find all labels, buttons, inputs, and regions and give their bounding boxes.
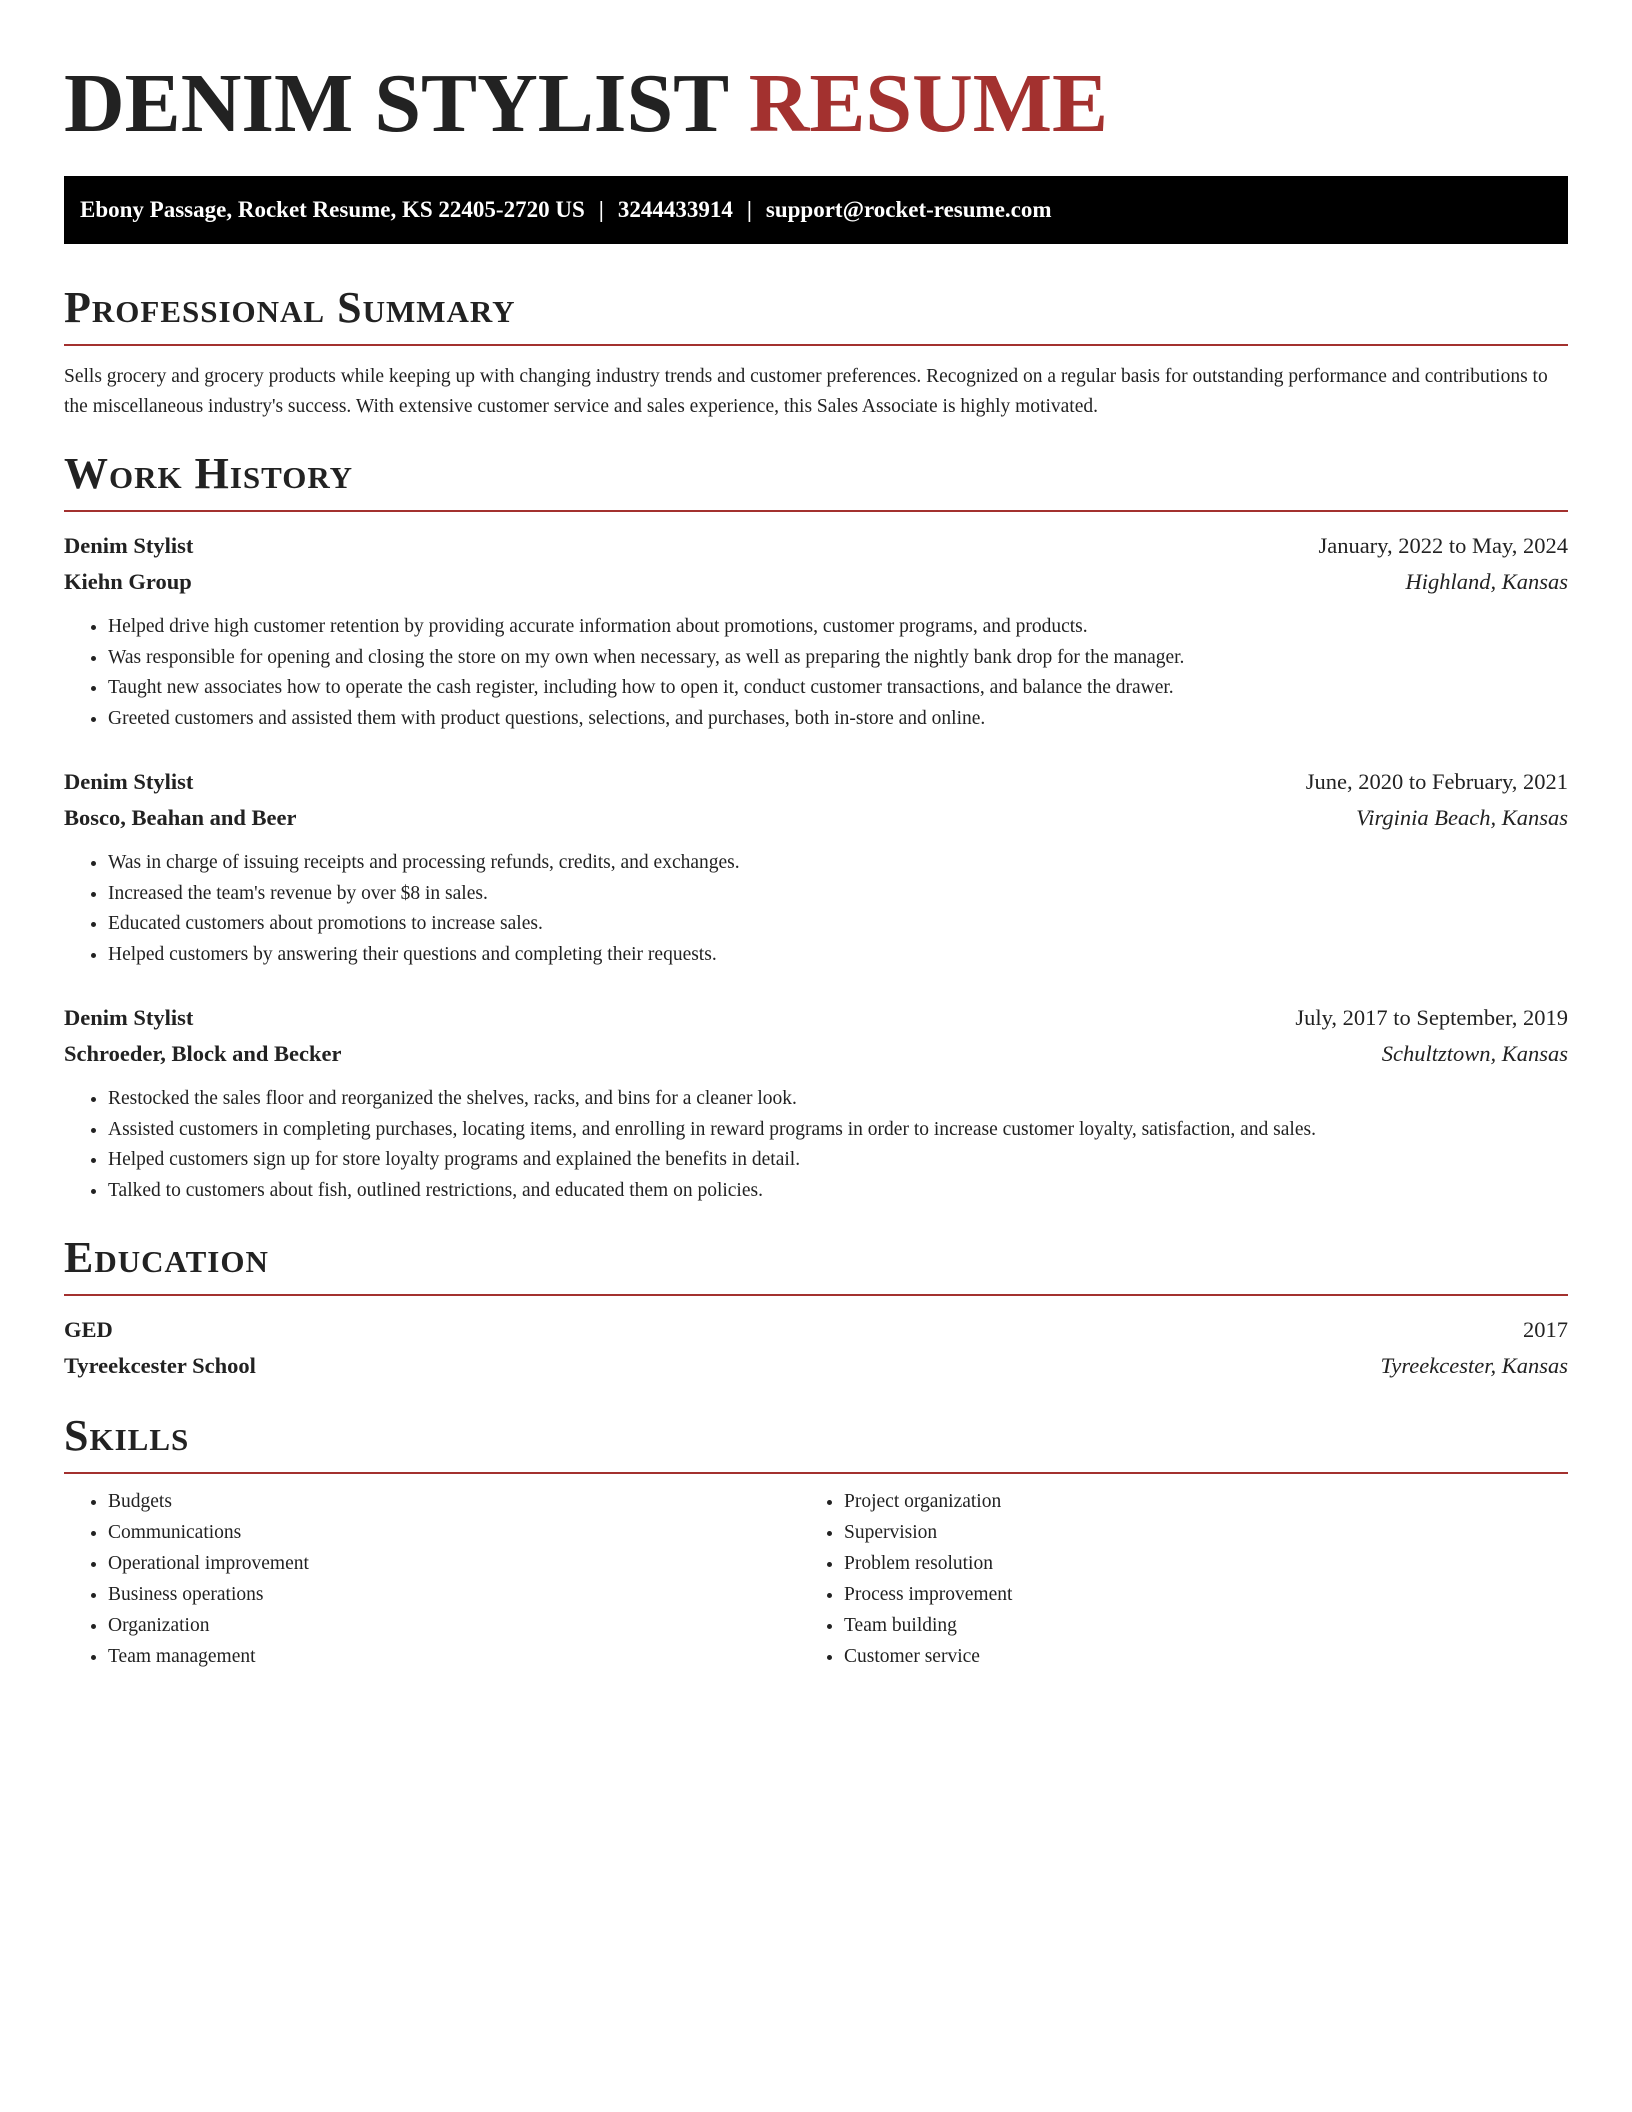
- summary-text: Sells grocery and grocery products while keeping up with changing industry trends and customer preferences. Recognized on a regular basis for outstanding performance and contributions to the miscellaneous industry's success. With extensive customer service and sales experience, this Sales Associate is highly motivated.: [64, 366, 1548, 417]
- job-company-row: [64, 1036, 1568, 1072]
- education-degree: GED: [64, 1317, 113, 1342]
- skills-heading: Skills: [64, 1411, 190, 1460]
- job-bullet: • Assisted customers in completing purchases, locating items, and enrolling in reward programs in order to increase customer loyalty, satisfaction, and sales.: [108, 1115, 1568, 1146]
- section-divider: [64, 1472, 1568, 1474]
- skills-column-2: [804, 1486, 1544, 1672]
- skill-item: • Budgets: [108, 1486, 804, 1517]
- job-bullets: [64, 848, 1568, 970]
- skill-item: • Team building: [844, 1610, 1544, 1641]
- contact-phone[interactable]: 3244433914: [617, 197, 733, 222]
- job-title: Denim Stylist: [64, 1005, 194, 1030]
- job-location: Highland, Kansas: [1405, 569, 1568, 594]
- job-bullet: • Taught new associates how to operate the cash register, including how to open it, conduct customer transactions, and balance the drawer.: [108, 673, 1568, 704]
- skills-columns: [64, 1486, 1568, 1672]
- job-bullet: • Educated customers about promotions to increase sales.: [108, 909, 1568, 940]
- job-dates: June, 2020 to February, 2021: [1305, 769, 1568, 794]
- education-entry: [64, 1312, 1568, 1384]
- resume-title: [64, 0, 1568, 154]
- skills-column-1: [64, 1486, 804, 1672]
- job-bullet: • Restocked the sales floor and reorganized the shelves, racks, and bins for a cleaner look.: [108, 1084, 1568, 1115]
- skill-item: • Project organization: [844, 1486, 1544, 1517]
- education-school: Tyreekcester School: [64, 1353, 256, 1378]
- job-location: Virginia Beach, Kansas: [1356, 805, 1568, 830]
- contact-bar: [64, 176, 1568, 244]
- job-location: Schultztown, Kansas: [1381, 1041, 1568, 1066]
- section-divider: [64, 510, 1568, 512]
- skill-item: • Customer service: [844, 1641, 1544, 1672]
- job-entry: [64, 528, 1568, 734]
- job-bullet: • Was responsible for opening and closing the store on my own when necessary, as well as preparing the nightly bank drop for the manager.: [108, 643, 1568, 674]
- job-bullet: • Increased the team's revenue by over $8 in sales.: [108, 879, 1568, 910]
- job-company-row: [64, 564, 1568, 600]
- skill-item: • Organization: [108, 1610, 804, 1641]
- job-company-row: [64, 800, 1568, 836]
- job-bullet: • Talked to customers about fish, outlined restrictions, and educated them on policies.: [108, 1176, 1568, 1207]
- job-dates: January, 2022 to May, 2024: [1318, 533, 1568, 558]
- contact-address: Ebony Passage, Rocket Resume, KS 22405-2720 US: [80, 197, 585, 222]
- education-year: 2017: [1523, 1317, 1568, 1342]
- skill-item: • Operational improvement: [108, 1548, 804, 1579]
- job-header-row: [64, 528, 1568, 564]
- summary-heading: Professional Summary: [64, 283, 516, 332]
- job-company: Kiehn Group: [64, 569, 192, 594]
- job-title: Denim Stylist: [64, 769, 194, 794]
- education-school-row: [64, 1348, 1568, 1384]
- contact-separator: |: [598, 197, 604, 222]
- job-entry: [64, 764, 1568, 970]
- job-bullets: [64, 612, 1568, 734]
- skill-item: • Business operations: [108, 1579, 804, 1610]
- education-degree-row: [64, 1312, 1568, 1348]
- skill-item: • Problem resolution: [844, 1548, 1544, 1579]
- job-dates: July, 2017 to September, 2019: [1295, 1005, 1568, 1030]
- title-accent: RESUME: [748, 57, 1109, 150]
- summary-section: [64, 282, 1568, 422]
- education-heading: Education: [64, 1233, 269, 1282]
- contact-separator: |: [746, 197, 752, 222]
- section-divider: [64, 344, 1568, 346]
- section-divider: [64, 1294, 1568, 1296]
- job-bullet: • Was in charge of issuing receipts and processing refunds, credits, and exchanges.: [108, 848, 1568, 879]
- skills-section: [64, 1410, 1568, 1672]
- job-company: Bosco, Beahan and Beer: [64, 805, 297, 830]
- job-bullet: • Greeted customers and assisted them with product questions, selections, and purchases, both in-store and online.: [108, 704, 1568, 735]
- job-entry: [64, 1000, 1568, 1206]
- job-header-row: [64, 1000, 1568, 1036]
- job-title: Denim Stylist: [64, 533, 194, 558]
- title-main: DENIM STYLIST: [64, 57, 728, 150]
- job-header-row: [64, 764, 1568, 800]
- skill-item: • Team management: [108, 1641, 804, 1672]
- education-section: [64, 1232, 1568, 1384]
- work-heading: Work History: [64, 449, 354, 498]
- skill-item: • Process improvement: [844, 1579, 1544, 1610]
- skill-item: • Supervision: [844, 1517, 1544, 1548]
- work-section: [64, 448, 1568, 1206]
- job-company: Schroeder, Block and Becker: [64, 1041, 342, 1066]
- contact-email[interactable]: support@rocket-resume.com: [765, 197, 1052, 222]
- skill-item: • Communications: [108, 1517, 804, 1548]
- job-bullet: • Helped customers sign up for store loyalty programs and explained the benefits in detail.: [108, 1145, 1568, 1176]
- job-bullets: [64, 1084, 1568, 1206]
- job-bullet: • Helped customers by answering their questions and completing their requests.: [108, 940, 1568, 971]
- education-location: Tyreekcester, Kansas: [1380, 1353, 1568, 1378]
- job-bullet: • Helped drive high customer retention by providing accurate information about promotions, customer programs, and products.: [108, 612, 1568, 643]
